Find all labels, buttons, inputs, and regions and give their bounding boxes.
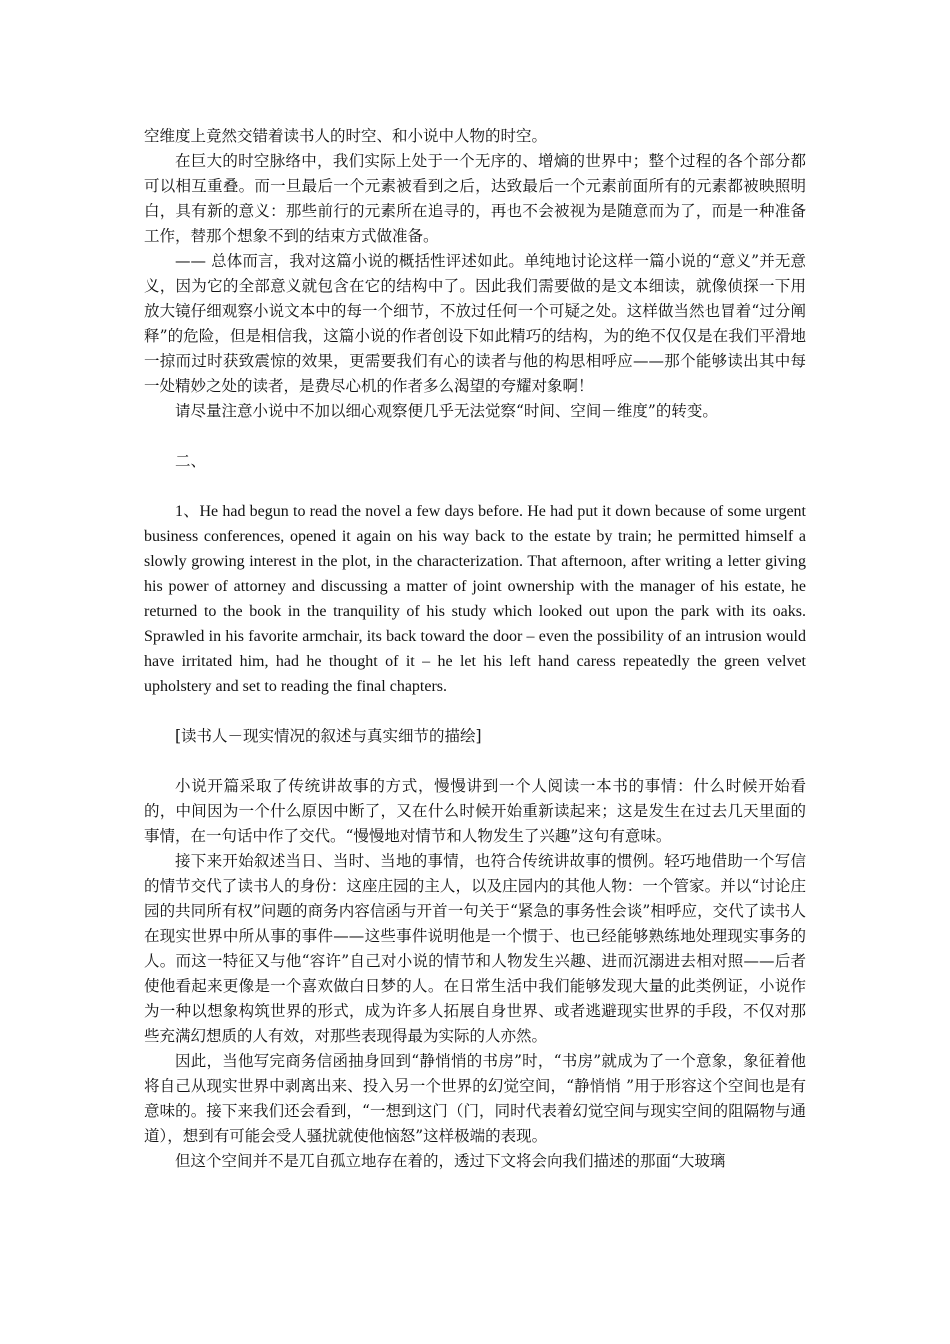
- analysis-paragraph-space: 但这个空间并不是兀自孤立地存在着的，透过下文将会向我们描述的那面“大玻璃: [175, 1152, 726, 1170]
- spacer: [144, 749, 806, 774]
- analysis-paragraph-study: 因此，当他写完商务信函抽身回到“静悄悄的书房”时，“书房”就成为了一个意象，象征着他将自己从现实世界中剥离出来、投入另一个世界的幻觉空间，“静悄悄 ”用于形容这个空间也是有意味的。接下来我们还会看到，“一想到这门（门，同时代表着幻觉空间与现实空间的阻隔物与通道），想到有可能会受人骚扰就使他恼怒”这样极端的表现。: [144, 1052, 806, 1145]
- paragraph-intro-continuation: 空维度上竟然交错着读书人的时空、和小说中人物的时空。: [144, 127, 548, 145]
- paragraph-attention-note: 请尽量注意小说中不加以细心观察便几乎无法觉察“时间、空间－维度”的转变。: [175, 402, 718, 420]
- document-page: [144, 124, 806, 1174]
- spacer: [144, 699, 806, 724]
- analysis-paragraph-opening: 小说开篇采取了传统讲故事的方式，慢慢讲到一个人阅读一本书的事情：什么时候开始看的，中间因为一个什么原因中断了，又在什么时候开始重新读起来；这是发生在过去几天里面的事情，在一句话中作了交代。“慢慢地对情节和人物发生了兴趣”这句有意味。: [144, 777, 806, 845]
- paragraph-summary-comment: —— 总体而言，我对这篇小说的概括性评述如此。单纯地讨论这样一篇小说的“意义”并无意义，因为它的全部意义就包含在它的结构中了。因此我们需要做的是文本细读，就像侦探一下用放大镜仔细观察小说文本中的每一个细节，不放过任何一个可疑之处。这样做当然也冒着“过分阐释”的危险，但是相信我，这篇小说的作者创设下如此精巧的结构，为的绝不仅仅是在我们平滑地一掠而过时获致震惊的效果，更需要我们有心的读者与他的构思相呼应——那个能够读出其中每一处精妙之处的读者，是费尽心机的作者多么渴望的夸耀对象啊！: [144, 252, 806, 395]
- english-quote-paragraph: 1、He had begun to read the novel a few days before. He had put it down because of some urgent business conferences, opened it again on his way back to the estate by train; he permitted himself a slowly growing interest in the plot, in the characterization. That afternoon, after writing a letter giving his power of attorney and discussing a matter of joint ownership with the manager of his estate, he returned to the book in the tranquility of his study which looked out upon the park with its oaks. Sprawled in his favorite armchair, its back toward the door – even the possibility of an intrusion would have irritated him, had he thought of it – he let his left hand caress repeatedly the green velvet upholstery and set to reading the final chapters.: [144, 503, 806, 695]
- section-heading: 二、: [175, 452, 207, 470]
- paragraph-time-space-context: 在巨大的时空脉络中，我们实际上处于一个无序的、增熵的世界中；整个过程的各个部分都可以相互重叠。而一旦最后一个元素被看到之后，达致最后一个元素前面所有的元素都被映照明白，具有新的意义：那些前行的元素所在追寻的，再也不会被视为是随意而为了，而是一种准备工作，替那个想象不到的结束方式做准备。: [144, 152, 806, 245]
- spacer: [144, 474, 806, 499]
- spacer: [144, 424, 806, 449]
- analysis-paragraph-letter: 接下来开始叙述当日、当时、当地的事情，也符合传统讲故事的惯例。轻巧地借助一个写信的情节交代了读书人的身份：这座庄园的主人，以及庄园内的其他人物：一个管家。并以“讨论庄园的共同所有权”问题的商务内容信函与开首一句关于“紧急的事务性会谈”相呼应，交代了读书人在现实世界中所从事的事件——这些事件说明他是一个惯于、也已经能够熟练地处理现实事务的人。而这一特征又与他“容许”自己对小说的情节和人物发生兴趣、进而沉溺进去相对照——后者使他看起来更像是一个喜欢做白日梦的人。在日常生活中我们能够发现大量的此类例证，小说作为一种以想象构筑世界的形式，成为许多人拓展自身世界、或者逃避现实世界的手段，不仅对那些充满幻想质的人有效，对那些表现得最为实际的人亦然。: [144, 852, 806, 1045]
- subheading: [读书人－现实情况的叙述与真实细节的描绘]: [175, 727, 482, 745]
